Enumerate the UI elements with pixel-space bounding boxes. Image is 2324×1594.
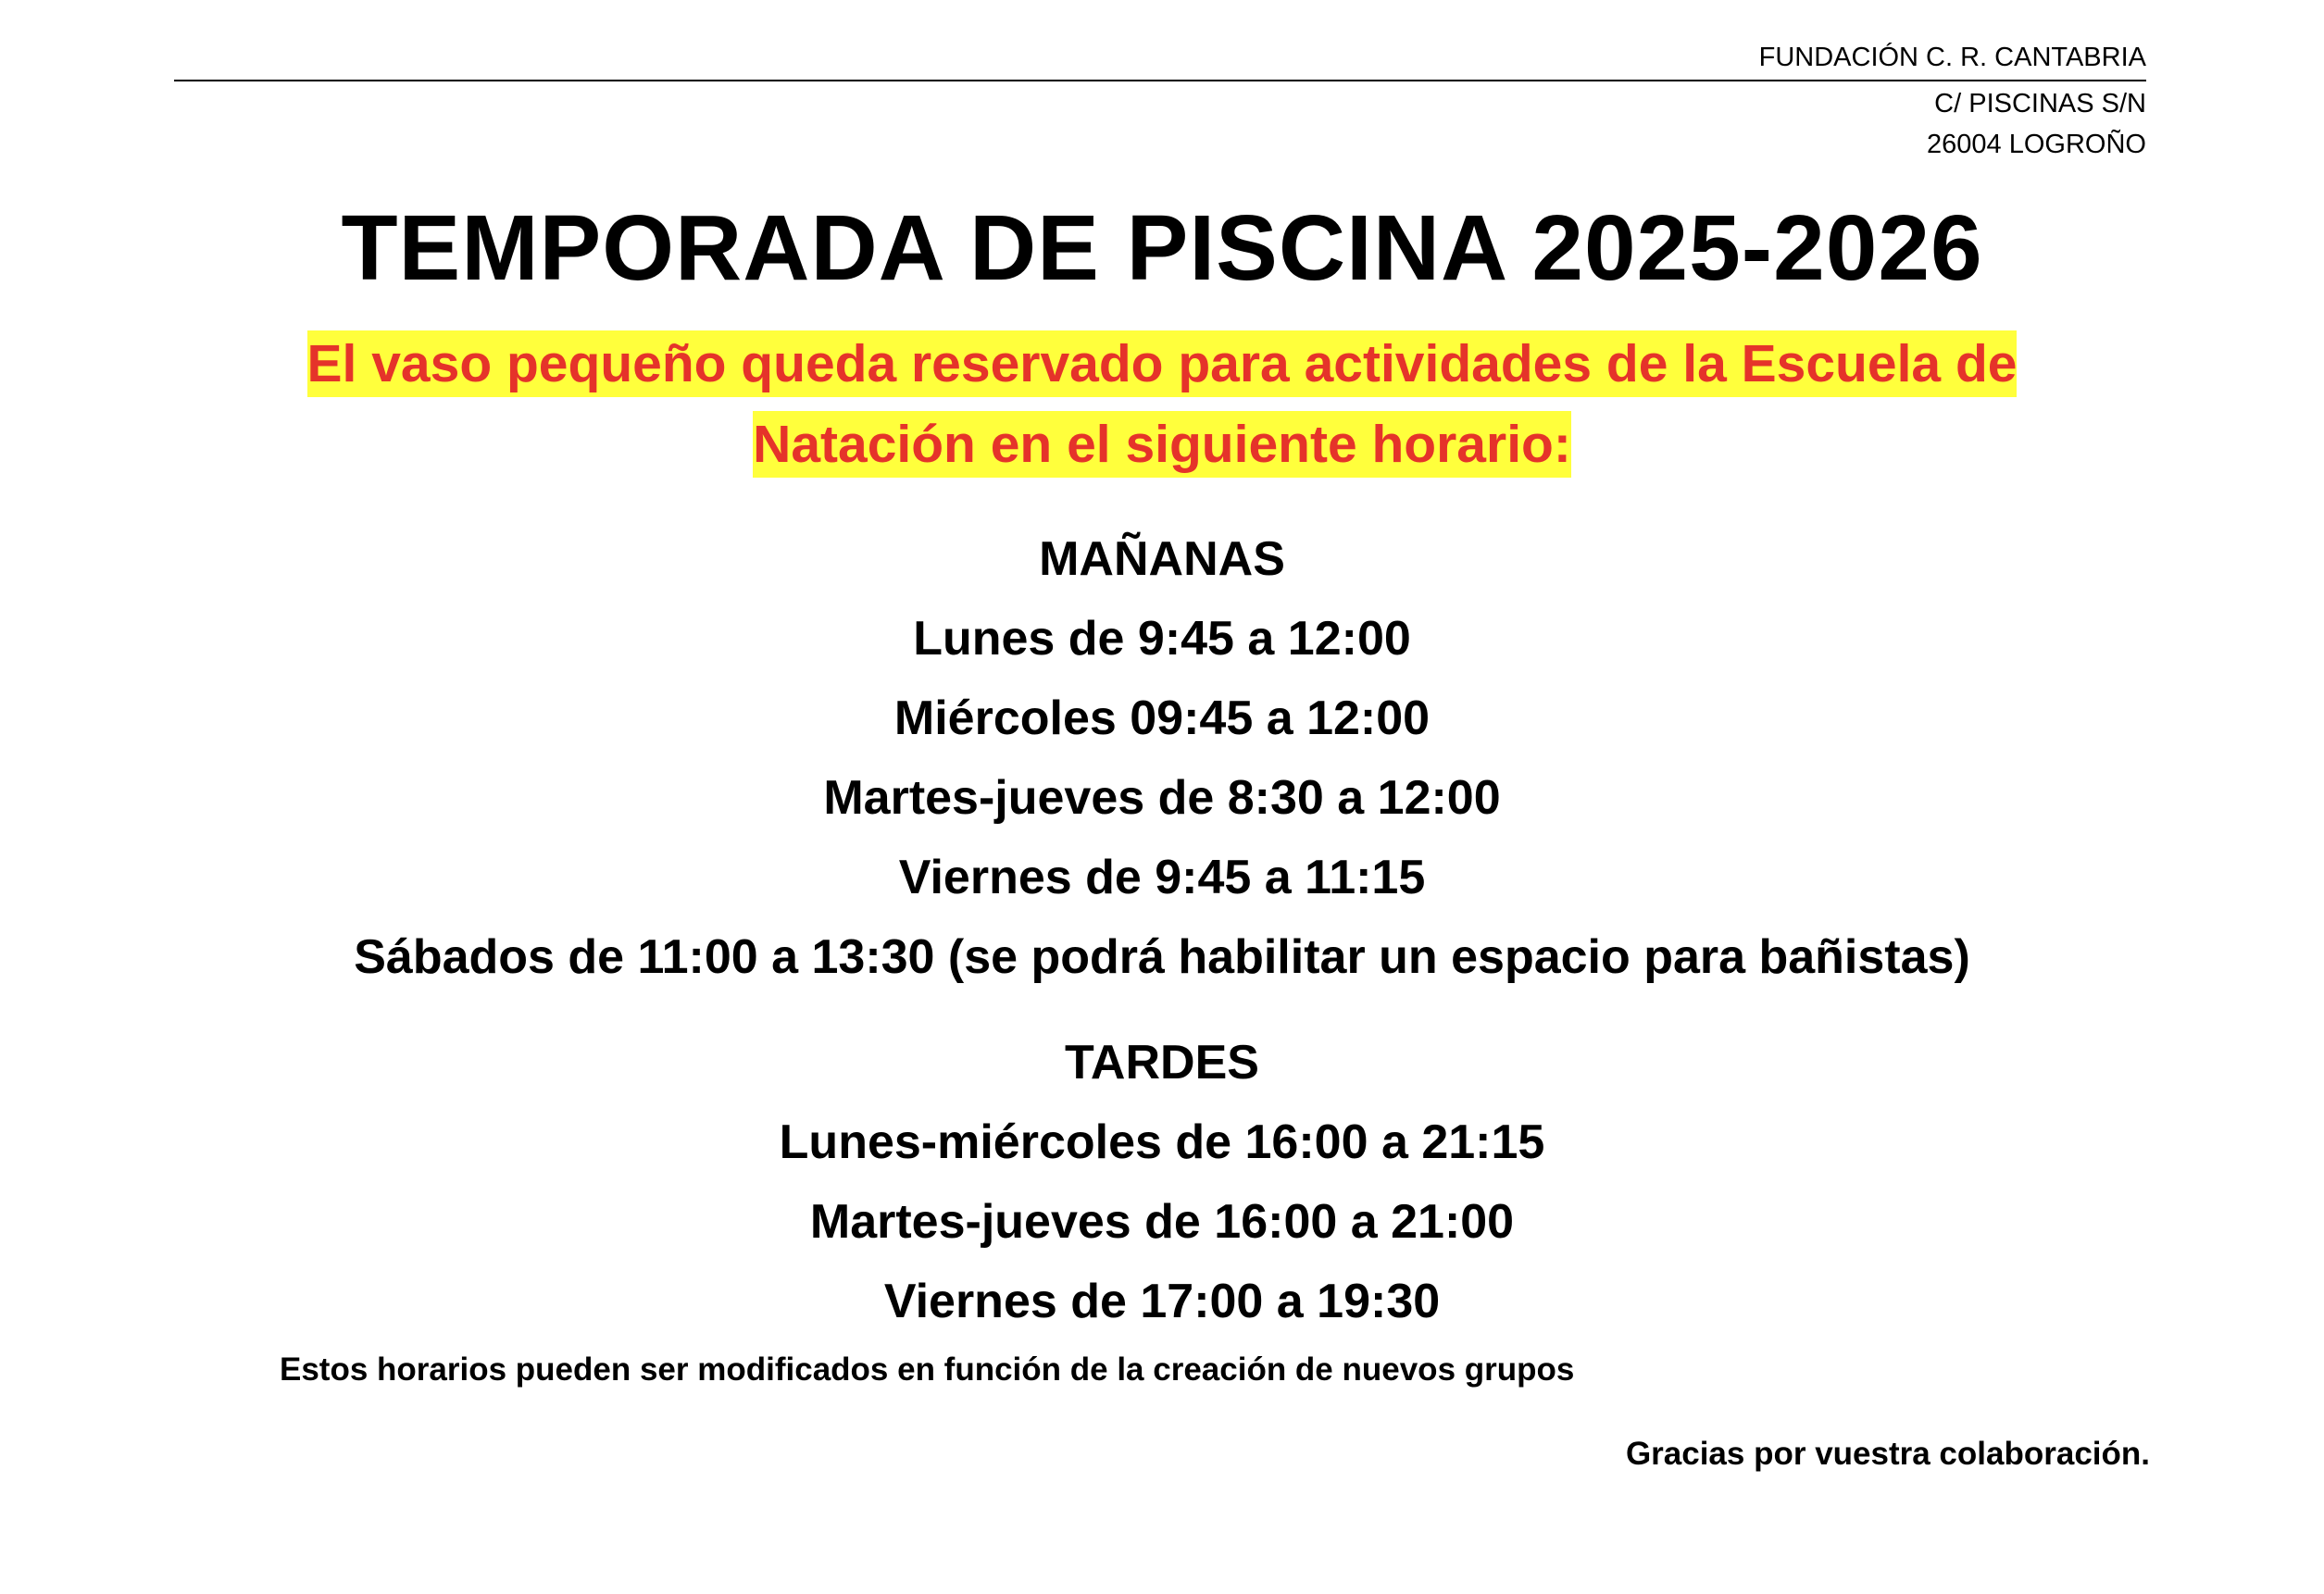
notice-line-1: El vaso pequeño queda reservado para actividades de la Escuela de [307,330,2018,397]
notice-line-2: Natación en el siguiente horario: [753,411,1571,478]
schedule-item: Viernes de 9:45 a 11:15 [898,851,1426,904]
street-address: C/ PISCINAS S/N [1934,89,2146,118]
schedule-item: Martes-jueves de 8:30 a 12:00 [823,771,1501,825]
schedule-item: Lunes de 9:45 a 12:00 [913,612,1411,666]
schedule-footnote: Estos horarios pueden ser modificados en función de la creación de nuevos grupos [280,1351,1575,1388]
morning-schedule [0,519,2324,997]
afternoon-schedule [0,1023,2324,1341]
schedule-item: Martes-jueves de 16:00 a 21:00 [809,1195,1515,1249]
organization-name: FUNDACIÓN C. R. CANTABRIA [174,37,2146,81]
city-address: 26004 LOGROÑO [1927,130,2146,159]
reservation-notice [204,324,2120,485]
schedule-item: Lunes-miércoles de 16:00 a 21:15 [779,1115,1545,1169]
schedule-item: Sábados de 11:00 a 13:30 (se podrá habilitar un espacio para bañistas) [354,930,1970,984]
schedule-item: Miércoles 09:45 a 12:00 [893,691,1431,745]
afternoon-heading: TARDES [1065,1036,1259,1090]
morning-heading: MAÑANAS [1039,532,1285,586]
page-title: TEMPORADA DE PISCINA 2025-2026 [341,196,1983,300]
closing-note: Gracias por vuestra colaboración. [1625,1436,2150,1472]
letterhead [174,37,2146,165]
schedule-item: Viernes de 17:00 a 19:30 [883,1275,1441,1328]
